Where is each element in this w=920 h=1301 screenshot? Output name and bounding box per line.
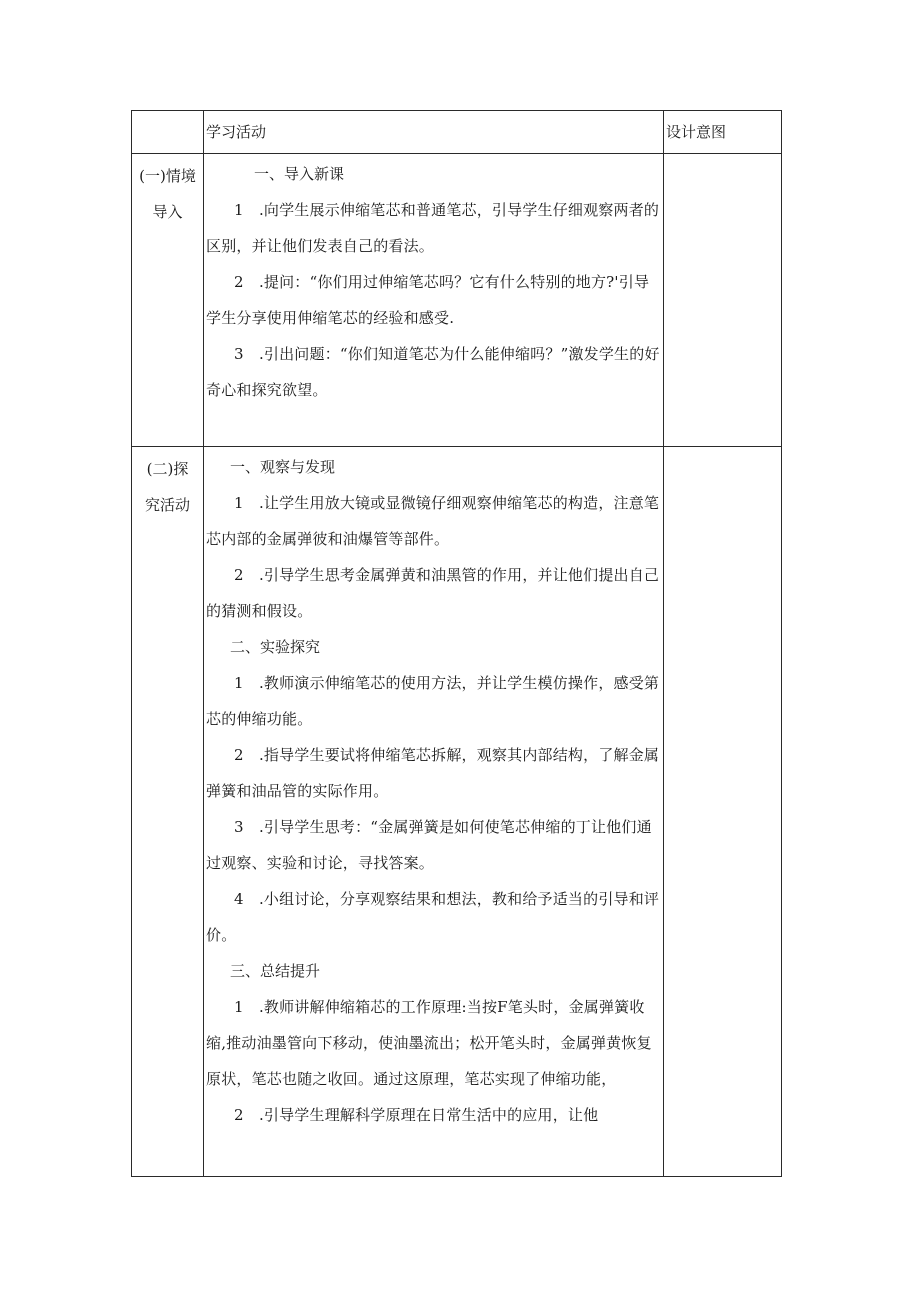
stage-cell: [132, 154, 204, 447]
stage-label-line: (一)情境: [139, 167, 196, 185]
section-heading: 一、导入新课: [254, 165, 345, 183]
activity-item: 1 .向学生展示伸缩笔芯和普通笔芯，引导学生仔细观察两者的区别，并让他们发表自己的看法。: [206, 201, 660, 255]
header-design-label: 设计意图: [666, 123, 727, 141]
section-row-exploration: [132, 447, 782, 1177]
design-intent-cell: [664, 447, 782, 1177]
design-intent-cell: [664, 154, 782, 447]
activity-item: 1 .教师讲解伸缩箱芯的工作原理:当按F笔头时，金属弹簧收缩,推动油墨管向下移动，使油墨流出；松开笔头时，金属弹黄恢复原状，笔芯也随之收回。通过这原理，笔芯实现了伸缩功能，: [206, 998, 652, 1088]
section-heading: 二、实验探究: [230, 638, 321, 656]
activity-item: 1 .教师演示伸缩笔芯的使用方法，并让学生模仿操作，感受第芯的伸缩功能。: [206, 674, 660, 728]
header-stage-cell: [132, 111, 204, 154]
activity-item: 3 .引导学生思考：“金属弹簧是如何使笔芯伸缩的丁让他们通过观察、实验和讨论，寻找答案。: [206, 818, 652, 872]
header-design-cell: [664, 111, 782, 154]
activity-item: 2 .提问：“你们用过伸缩笔芯吗？它有什么特别的地方?'引导学生分享使用伸缩笔芯的经验和感受.: [206, 273, 650, 327]
activity-item: 4 .小组讨论，分享观察结果和想法，教和给予适当的引导和评价。: [206, 890, 660, 944]
stage-label-line: 究活动: [144, 496, 190, 514]
activity-item: 1 .让学生用放大镜或显微镜仔细观察伸缩笔芯的构造，注意笔芯内部的金属弹彼和油爆管等部件。: [206, 494, 660, 548]
header-activity-cell: [204, 111, 664, 154]
lesson-plan-table: [131, 110, 782, 1177]
activity-cell: [204, 447, 664, 1177]
stage-cell: [132, 447, 204, 1177]
section-heading: 一、观察与发现: [230, 458, 336, 476]
section-heading: 三、总结提升: [230, 962, 321, 980]
stage-label-line: (二)探: [146, 460, 189, 478]
table-header-row: [132, 111, 782, 154]
activity-item: 2 .指导学生要试将伸缩笔芯拆解，观察其内部结构，了解金属弹簧和油品管的实际作用。: [206, 746, 660, 800]
header-activity-label: 学习活动: [206, 123, 267, 141]
stage-label-line: 导入: [152, 203, 183, 221]
activity-item: 3 .引出问题：“你们知道笔芯为什么能伸缩吗？”激发学生的好奇心和探究欲望。: [206, 345, 660, 399]
section-row-introduction: [132, 154, 782, 447]
activity-cell: [204, 154, 664, 447]
activity-item: 2 .引导学生理解科学原理在日常生活中的应用，让他: [234, 1106, 599, 1124]
activity-item: 2 .引导学生思考金属弹黄和油黑管的作用，并让他们提出自己的猜测和假设。: [206, 566, 660, 620]
